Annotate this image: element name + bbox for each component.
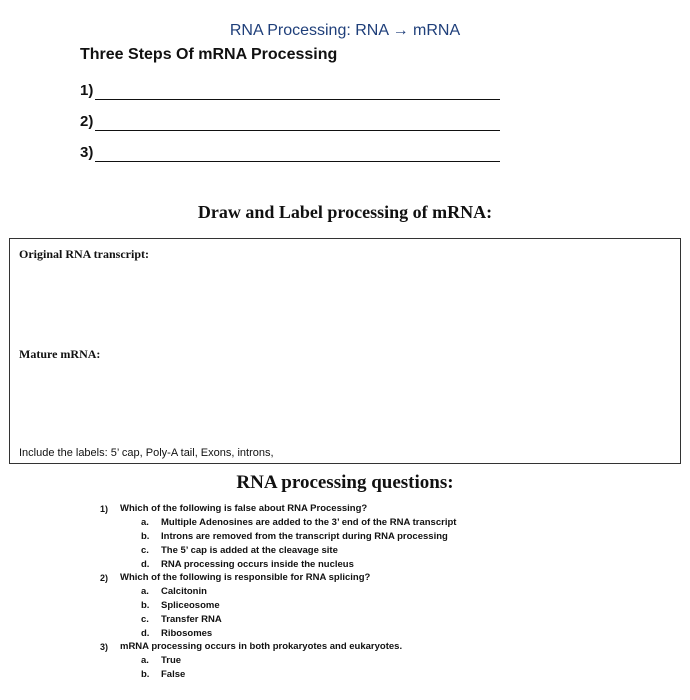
option-letter: b. xyxy=(141,531,150,542)
option-text: Ribosomes xyxy=(161,628,213,639)
option-text: The 5’ cap is added at the cleavage site xyxy=(161,545,338,556)
option-text: Spliceosome xyxy=(161,600,220,611)
drawing-box xyxy=(9,238,681,464)
question-number: 2) xyxy=(100,573,109,583)
step-answer-line xyxy=(95,112,500,131)
questions-heading: RNA processing questions: xyxy=(236,472,454,493)
step-number: 2) xyxy=(80,113,94,130)
draw-heading: Draw and Label processing of mRNA: xyxy=(197,202,493,222)
labels-note: Include the labels: 5’ cap, Poly-A tail, Exons, introns, xyxy=(19,447,274,459)
step-number: 3) xyxy=(80,144,94,161)
option-letter: a. xyxy=(141,655,149,666)
option-text: Calcitonin xyxy=(161,586,207,597)
option-text: False xyxy=(161,669,186,680)
question-number: 3) xyxy=(100,642,109,652)
option-letter: a. xyxy=(141,586,149,597)
option-letter: d. xyxy=(141,559,150,570)
option-letter: b. xyxy=(141,600,150,611)
option-letter: b. xyxy=(141,669,150,680)
option-letter: a. xyxy=(141,517,149,528)
option-letter: d. xyxy=(141,628,150,639)
steps-heading: Three Steps Of mRNA Processing xyxy=(80,46,338,63)
option-letter: c. xyxy=(141,614,149,625)
option-text: True xyxy=(161,655,182,666)
step-row xyxy=(80,140,500,162)
step-row xyxy=(80,78,500,100)
step-number: 1) xyxy=(80,82,94,99)
question-number: 1) xyxy=(100,504,109,514)
step-answer-line xyxy=(95,143,500,162)
original-transcript-label: Original RNA transcript: xyxy=(19,247,149,261)
option-text: Introns are removed from the transcript during RNA processing xyxy=(161,531,448,542)
option-text: Multiple Adenosines are added to the 3’ end of the RNA transcript xyxy=(161,517,457,528)
question-text: Which of the following is false about RNA Processing? xyxy=(120,503,368,514)
mature-mrna-label: Mature mRNA: xyxy=(19,347,101,361)
question-text: mRNA processing occurs in both prokaryotes and eukaryotes. xyxy=(120,641,403,652)
option-letter: c. xyxy=(141,545,149,556)
question-text: Which of the following is responsible for RNA splicing? xyxy=(120,572,371,583)
option-text: Transfer RNA xyxy=(161,614,222,625)
option-text: RNA processing occurs inside the nucleus xyxy=(161,559,354,570)
page-title: RNA Processing: RNA → mRNA xyxy=(229,22,461,39)
step-answer-line xyxy=(95,81,500,100)
step-row xyxy=(80,109,500,131)
